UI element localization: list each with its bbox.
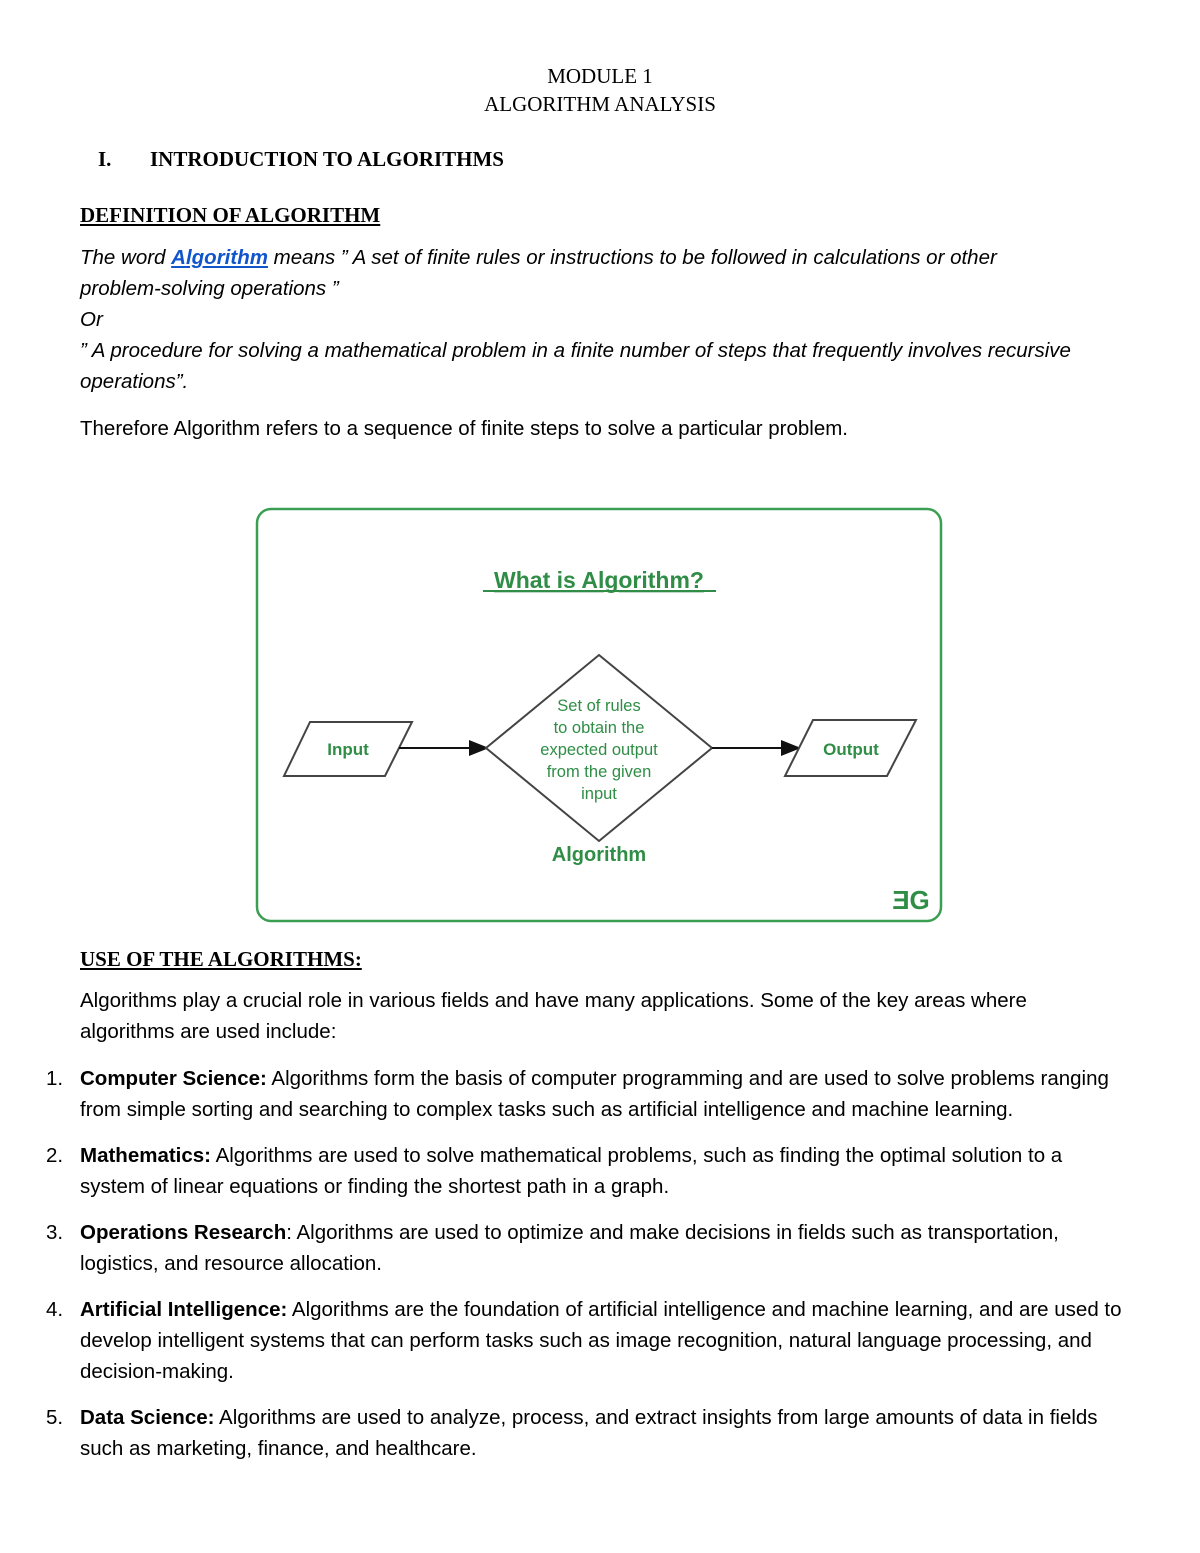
input-label: Input xyxy=(327,740,369,759)
section-number: I. xyxy=(98,147,112,171)
item-number: 5. xyxy=(46,1406,64,1429)
item-term: Mathematics: xyxy=(80,1144,212,1167)
definition-paragraph xyxy=(80,242,1080,397)
section-title: INTRODUCTION TO ALGORITHMS xyxy=(150,147,504,171)
rule-line: Set of rules xyxy=(557,697,641,715)
list-item xyxy=(0,1217,1125,1279)
item-number: 2. xyxy=(46,1144,64,1167)
alt-definition: ” A procedure for solving a mathematical problem in a finite number of steps that frequently involves recursive operations”. xyxy=(80,339,1071,393)
gfg-logo: ƎG xyxy=(892,885,930,915)
algorithm-diagram xyxy=(253,505,945,927)
definition-intro-suffix: means ” A set of finite rules or instructions to be followed in calculations or other problem-solving operations ” xyxy=(80,246,997,300)
section-heading xyxy=(98,147,504,172)
item-term: Computer Science: xyxy=(80,1067,267,1090)
list-item xyxy=(0,1140,1125,1202)
item-number: 4. xyxy=(46,1298,64,1321)
item-text: Algorithms are used to analyze, process, and extract insights from large amounts of data in fields such as marketing, finance, and healthcare. xyxy=(80,1406,1098,1460)
item-number: 1. xyxy=(46,1067,64,1090)
list-item xyxy=(0,1402,1125,1464)
definition-heading: DEFINITION OF ALGORITHM xyxy=(80,203,381,227)
item-text: Algorithms are the foundation of artificial intelligence and machine learning, and are used to develop intelligent systems that can perform tasks such as image recognition, natural language processing, and decision-making. xyxy=(80,1298,1122,1383)
module-label: MODULE 1 xyxy=(547,64,653,88)
item-number: 3. xyxy=(46,1221,64,1244)
diagram-caption: Algorithm xyxy=(551,844,647,866)
item-text: Algorithms form the basis of computer programming and are used to solve problems ranging from simple sorting and searching to complex tasks such as artificial intelligence and machine learning. xyxy=(80,1067,1109,1121)
list-item xyxy=(0,1294,1125,1387)
uses-intro: Algorithms play a crucial role in various fields and have many applications. Some of the key areas where algorithms are used include: xyxy=(80,989,1027,1043)
item-term: Artificial Intelligence: xyxy=(80,1298,288,1321)
item-text: : Algorithms are used to optimize and make decisions in fields such as transportation, logistics, and resource allocation. xyxy=(80,1221,1059,1275)
or-text: Or xyxy=(80,308,103,331)
uses-list xyxy=(0,1063,1200,1479)
rule-line: to obtain the xyxy=(553,719,645,737)
rule-line: input xyxy=(581,785,617,803)
rule-line: expected output xyxy=(540,741,658,759)
item-term: Operations Research xyxy=(80,1221,287,1244)
conclusion-text: Therefore Algorithm refers to a sequence of finite steps to solve a particular problem. xyxy=(80,417,848,440)
uses-heading: USE OF THE ALGORITHMS: xyxy=(80,947,362,971)
module-title: ALGORITHM ANALYSIS xyxy=(484,92,716,116)
item-text: Algorithms are used to solve mathematical problems, such as finding the optimal solution to a system of linear equations or finding the shortest path in a graph. xyxy=(80,1144,1063,1198)
diagram-title: What is Algorithm? xyxy=(494,567,704,593)
definition-text xyxy=(80,242,1080,304)
definition-intro-prefix: The word xyxy=(80,246,172,269)
output-label: Output xyxy=(823,740,879,759)
item-term: Data Science: xyxy=(80,1406,215,1429)
rule-line: from the given xyxy=(546,763,652,781)
list-item xyxy=(0,1063,1125,1125)
algorithm-link[interactable]: Algorithm xyxy=(171,246,268,269)
